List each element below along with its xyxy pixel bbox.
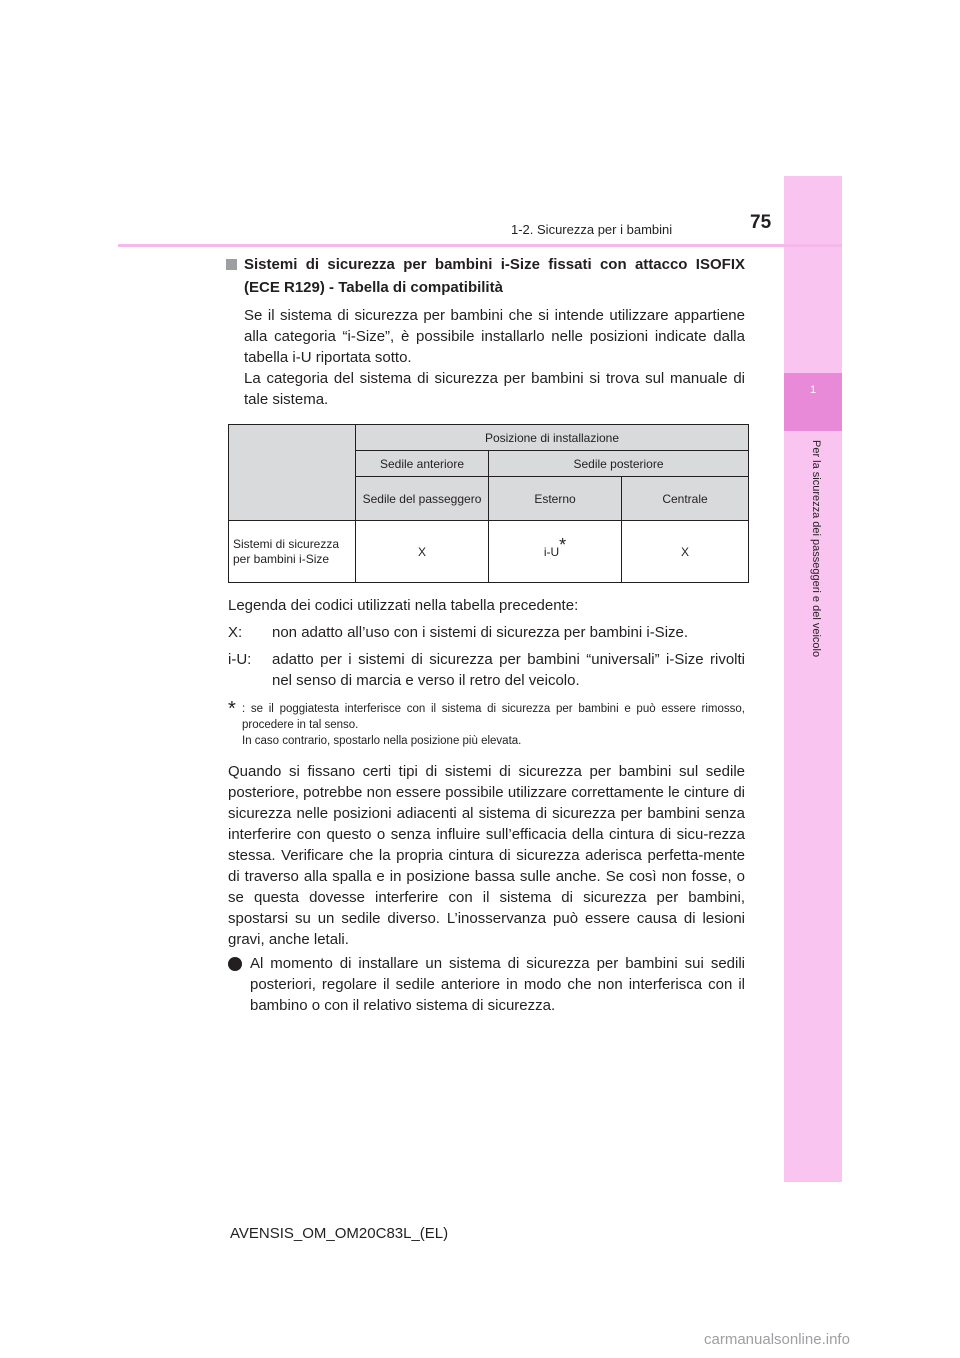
front-seat-header: Sedile anteriore <box>356 451 489 477</box>
bullet-dot-icon <box>228 957 242 971</box>
chapter-tab[interactable] <box>784 373 842 431</box>
footnote-line-2: In caso contrario, spostarlo nella posizione più elevata. <box>242 735 522 747</box>
table-corner-cell <box>229 425 356 521</box>
bullet-text: Al momento di installare un sistema di sicurezza per bambini sui sedili posteriori, regolare il sedile anteriore in modo che non interferisca con il bambino o con il relativo sistema di sicurezza. <box>250 955 745 1014</box>
section-heading <box>230 253 745 299</box>
footnote-line-1: : se il poggiatesta interferisce con il sistema di sicurezza per bambini e può essere rimosso, procedere in tal senso. <box>242 703 745 731</box>
position-header: Posizione di installazione <box>356 425 749 451</box>
cell-outer <box>489 521 622 583</box>
legend-text: adatto per i sistemi di sicurezza per bambini “universali” i-Size rivolti nel senso di marcia e verso il retro del veicolo. <box>272 651 745 689</box>
watermark: carmanualsonline.info <box>704 1331 850 1348</box>
body-paragraph: Quando si fissano certi tipi di sistemi di sicurezza per bambini sul sedile posteriore, potrebbe non essere possibile utilizzare correttamente le cinture di sicurezza nelle posizioni adiacenti al sistema di sicurezza per bambini senza interferire con questo o senza influire sull’efficacia della cintura di sicu-rezza stessa. Verificare che la propria cintura di sicurezza aderisca perfetta-mente di traverso alla spalla e in posizione bassa sulle anche. Se così non fosse, o se questa dovesse interferire con il sistema di sicurezza per bambini, spostarsi su un sedile diverso. L’inosservanza può essere causa di lesioni gravi, anche letali. <box>228 763 745 948</box>
asterisk-mark: * <box>559 534 567 555</box>
page-content <box>230 253 745 1016</box>
center-seat-header: Centrale <box>622 477 749 521</box>
square-bullet-icon <box>226 259 237 270</box>
legend-text: non adatto all’uso con i sistemi di sicurezza per bambini i-Size. <box>272 624 689 641</box>
heading-text: Sistemi di sicurezza per bambini i-Size fissati con attacco ISOFIX (ECE R129) - Tabella di compatibilità <box>244 256 745 296</box>
page-number: 75 <box>750 212 772 233</box>
intro-paragraph: Se il sistema di sicurezza per bambini che si intende utilizzare appartiene alla categoria “i-Size”, è possibile installarlo nelle posizioni indicate dalla tabella i-U riportata sotto. <box>244 307 745 366</box>
document-code: AVENSIS_OM_OM20C83L_(EL) <box>230 1225 449 1242</box>
legend-code: i-U: <box>228 651 252 668</box>
cell-outer-value: i-U <box>543 544 560 559</box>
row-label: Sistemi di sicurezza per bambini i-Size <box>229 521 356 583</box>
legend-item <box>228 649 745 691</box>
outer-seat-header: Esterno <box>489 477 622 521</box>
bullet-item <box>228 953 745 1016</box>
chapter-title: Per la sicurezza dei passeggeri e del veicolo <box>810 440 822 658</box>
footnote-mark: * <box>228 698 236 720</box>
cell-center: X <box>622 521 749 583</box>
legend-item <box>228 622 745 643</box>
legend-intro: Legenda dei codici utilizzati nella tabella precedente: <box>228 597 579 614</box>
passenger-seat-header: Sedile del passeggero <box>356 477 489 521</box>
legend-code: X: <box>228 624 243 641</box>
rear-seat-header: Sedile posteriore <box>489 451 749 477</box>
chapter-number: 1 <box>809 384 817 396</box>
intro-paragraph-2: La categoria del sistema di sicurezza per bambini si trova sul manuale di tale sistema. <box>244 370 745 408</box>
footnote <box>228 698 745 749</box>
compatibility-table <box>228 424 749 583</box>
section-title: 1-2. Sicurezza per i bambini <box>511 222 673 237</box>
header-divider <box>118 244 842 247</box>
cell-passenger: X <box>356 521 489 583</box>
